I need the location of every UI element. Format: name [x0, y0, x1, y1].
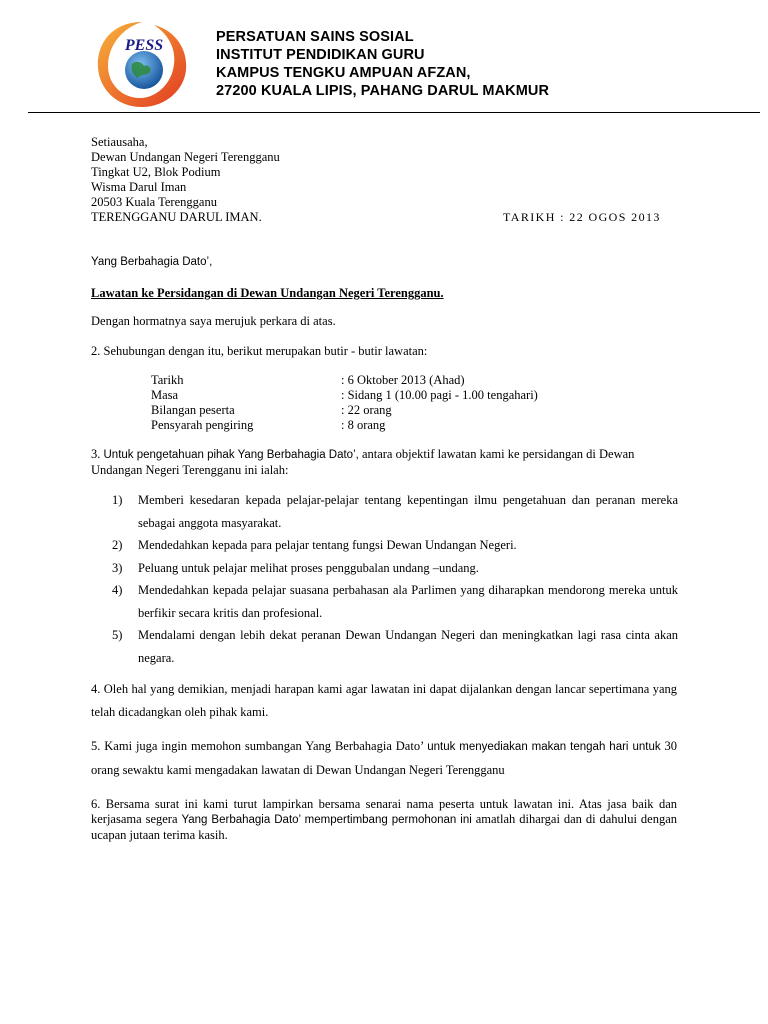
pess-logo	[92, 18, 192, 110]
list-number: 3)	[112, 560, 123, 575]
detail-value: : 6 Oktober 2013 (Ahad)	[341, 373, 465, 387]
detail-label: Bilangan peserta	[151, 403, 235, 417]
list-text: Memberi kesedaran kepada pelajar-pelajar tentang kepentingan ilmu pengetahuan dan peranan mereka sebagai anggota masyarakat.	[138, 493, 678, 530]
list-number: 5)	[112, 628, 123, 642]
address-line: Wisma Darul Iman	[91, 180, 187, 194]
recipient-address	[91, 135, 280, 225]
para5-prefix: 5. Kami juga ingin memohon sumbangan Yang Berbahagia Dato’	[91, 739, 428, 753]
para6-prefix: 6. Bersama surat ini kami turut lampirkan bersama senarai nama peserta untuk lawatan ini. Atas jasa baik dan kerjasama segera	[91, 797, 677, 826]
list-text: Peluang untuk pelajar melihat proses penggubalan undang –undang.	[138, 560, 479, 575]
org-line: KAMPUS TENGKU AMPUAN AFZAN,	[216, 65, 471, 81]
subject-line: Lawatan ke Persidangan di Dewan Undangan Negeri Terengganu.	[91, 286, 444, 300]
para3-prefix: 3.	[91, 447, 104, 461]
detail-value: : 22 orang	[341, 403, 392, 417]
header-divider	[28, 112, 760, 113]
address-line: 20503 Kuala Terengganu	[91, 195, 217, 209]
org-line: INSTITUT PENDIDIKAN GURU	[216, 47, 425, 63]
detail-label: Masa	[151, 388, 179, 402]
para3-rest: antara objektif lawatan kami ke persidangan di Dewan Undangan Negeri Terengganu ini ialah:	[91, 447, 635, 477]
detail-value: : Sidang 1 (10.00 pagi - 1.00 tengahari)	[341, 388, 538, 402]
objectives-list	[112, 489, 678, 669]
para5-rest: 30 orang sewaktu kami mengadakan lawatan di Dewan Undangan Negeri Terengganu	[91, 739, 677, 777]
list-item	[112, 579, 678, 624]
list-number: 2)	[112, 538, 123, 552]
para3-highlight: Untuk pengetahuan pihak Yang Berbahagia Dato’,	[103, 449, 359, 461]
para5-highlight: untuk menyediakan makan tengah hari untuk	[427, 741, 661, 753]
org-line: 27200 KUALA LIPIS, PAHANG DARUL MAKMUR	[216, 83, 550, 99]
organization-header	[216, 28, 549, 100]
para6-highlight: Yang Berbahagia Dato’ mempertimbang permohonan ini	[181, 814, 472, 826]
address-line: TERENGGANU DARUL IMAN.	[91, 210, 262, 224]
detail-value: : 8 orang	[341, 418, 386, 432]
logo-text: PESS	[124, 37, 164, 54]
paragraph-5	[91, 735, 677, 782]
list-text: Mendalami dengan lebih dekat peranan Dewan Undangan Negeri dan meningkatkan lagi rasa cinta akan negara.	[138, 628, 678, 665]
salutation: Yang Berbahagia Dato’,	[91, 256, 213, 268]
list-item	[112, 534, 678, 557]
org-line: PERSATUAN SAINS SOSIAL	[216, 29, 414, 45]
address-line: Dewan Undangan Negeri Terengganu	[91, 150, 280, 164]
address-line: Tingkat U2, Blok Podium	[91, 165, 221, 179]
letter-date: TARIKH : 22 OGOS 2013	[503, 210, 661, 224]
detail-label: Tarikh	[151, 373, 184, 387]
list-item	[112, 489, 678, 534]
list-item	[112, 557, 678, 580]
para6-rest: amatlah dihargai dan di dahului dengan ucapan jutaan terima kasih.	[91, 812, 677, 842]
paragraph-2: 2. Sehubungan dengan itu, berikut merupakan butir - butir lawatan:	[91, 344, 428, 358]
paragraph-6	[91, 797, 677, 843]
paragraph-4: 4. Oleh hal yang demikian, menjadi harapan kami agar lawatan ini dapat dijalankan dengan lancar sepertimana yang telah dicadangkan oleh pihak kami.	[91, 682, 677, 719]
list-text: Mendedahkan kepada para pelajar tentang fungsi Dewan Undangan Negeri.	[138, 538, 517, 552]
paragraph-1: Dengan hormatnya saya merujuk perkara di atas.	[91, 314, 336, 328]
list-text: Mendedahkan kepada pelajar suasana perbahasan ala Parlimen yang diharapkan mendorong mereka untuk berfikir secara kritis dan profesional.	[138, 583, 678, 620]
detail-label: Pensyarah pengiring	[151, 418, 254, 432]
list-number: 4)	[112, 583, 123, 597]
list-number: 1)	[112, 493, 123, 507]
address-line: Setiausaha,	[91, 135, 148, 149]
paragraph-3	[91, 447, 681, 478]
list-item	[112, 624, 678, 669]
